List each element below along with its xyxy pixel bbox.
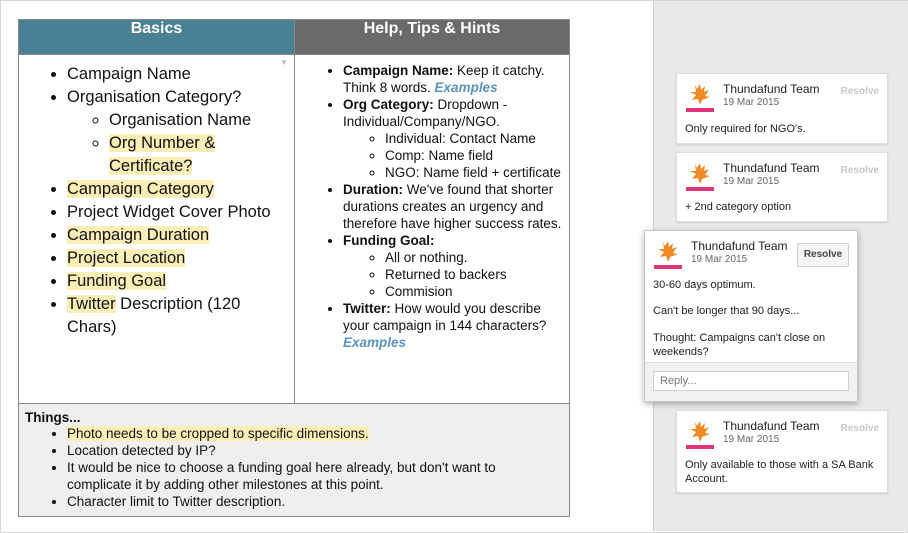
list-item [109, 132, 294, 178]
reply-area [645, 362, 857, 401]
things-title: Things... [25, 410, 81, 425]
comment-card-active[interactable] [644, 230, 858, 402]
comment-body: Can't be longer that 90 days... [653, 305, 800, 317]
comment-author: Thundafund Team [723, 161, 820, 175]
list-item [67, 224, 294, 247]
comment-body: Only available to those with a SA Bank Account. [685, 459, 874, 485]
list-item: ◦ NGO: Name field + certificate [385, 164, 563, 181]
list-item: ◦ Returned to backers [385, 266, 563, 283]
highlighted-text[interactable]: Funding Goal [67, 272, 167, 290]
list-item [67, 425, 555, 442]
basics-cell[interactable] [19, 55, 295, 404]
comment-date: 19 Mar 2015 [723, 97, 780, 108]
thundafund-avatar-icon [686, 162, 714, 192]
campaign-table [18, 19, 570, 517]
comment-date: 19 Mar 2015 [691, 254, 748, 265]
highlighted-text[interactable]: Campaign Category [67, 180, 214, 198]
comment-body: Thought: Campaigns can't close on weekends? [653, 332, 826, 358]
basics-list [19, 63, 294, 339]
help-header: Help, Tips & Hints [295, 20, 570, 55]
comment-body: + 2nd category option [685, 201, 792, 213]
list-item: • Campaign Name [67, 63, 294, 86]
highlighted-text[interactable]: Certificate? [109, 157, 193, 175]
document-area [1, 1, 653, 531]
list-item [67, 247, 294, 270]
list-item [67, 178, 294, 201]
comment-date: 19 Mar 2015 [723, 434, 780, 445]
cell-dropdown-icon[interactable]: ▼ [280, 58, 288, 67]
list-item: • Campaign Name: Keep it catchy. Think 8 words. Examples [343, 62, 563, 96]
list-item: • Project Widget Cover Photo [67, 201, 294, 224]
highlighted-text[interactable]: Project Location [67, 249, 186, 267]
comment-date: 19 Mar 2015 [723, 176, 780, 187]
highlighted-text[interactable]: Org Number & [109, 134, 216, 152]
help-list [295, 62, 569, 351]
list-item: ◦ Commision [385, 283, 563, 300]
list-item: • Org Category: Dropdown - Individual/Company/NGO. ◦ Individual: Contact Name ◦ Comp: Name field ◦ NGO: Name field + certificate [343, 96, 563, 181]
list-item: • Location detected by IP? [67, 442, 555, 459]
list-item: • Twitter Description (120 Chars) [67, 293, 294, 339]
thundafund-avatar-icon [654, 240, 682, 270]
comment-card[interactable] [676, 152, 888, 222]
comment-author: Thundafund Team [723, 82, 820, 96]
comment-body: 30-60 days optimum. [653, 279, 756, 291]
resolve-button[interactable]: Resolve [840, 86, 879, 97]
things-cell[interactable] [19, 404, 570, 517]
resolve-button[interactable]: Resolve [797, 243, 849, 267]
list-item: • Organisation Category? ◦ Organisation Name ◦ Org Number & Certificate? [67, 86, 294, 178]
list-item: • Character limit to Twitter description. [67, 493, 555, 510]
list-item: • Twitter: How would you describe your campaign in 144 characters? Examples [343, 300, 563, 351]
highlighted-text[interactable]: Photo needs to be cropped to specific dimensions. [67, 426, 369, 441]
comment-author: Thundafund Team [691, 239, 788, 253]
comment-body: Only required for NGO's. [685, 123, 806, 135]
list-item: ◦ Individual: Contact Name [385, 130, 563, 147]
list-item: ◦ All or nothing. [385, 249, 563, 266]
list-item: ◦ Comp: Name field [385, 147, 563, 164]
comment-author: Thundafund Team [723, 419, 820, 433]
highlighted-text[interactable]: Twitter [67, 295, 116, 313]
resolve-button[interactable]: Resolve [840, 423, 879, 434]
basics-header: Basics [19, 20, 295, 55]
thundafund-avatar-icon [686, 420, 714, 450]
list-item: ◦ Organisation Name [109, 109, 294, 132]
thundafund-avatar-icon [686, 83, 714, 113]
list-item [67, 270, 294, 293]
highlighted-text[interactable]: Campaign Duration [67, 226, 210, 244]
resolve-button[interactable]: Resolve [840, 165, 879, 176]
things-list [19, 425, 569, 510]
reply-input[interactable] [653, 371, 849, 391]
comment-card[interactable] [676, 73, 888, 144]
list-item: • It would be nice to choose a funding goal here already, but don't want to complicate it by adding other milestones at this point. [67, 459, 555, 493]
list-item: • Funding Goal: ◦ All or nothing. ◦ Returned to backers ◦ Commision [343, 232, 563, 300]
help-cell[interactable] [295, 55, 570, 404]
comment-card[interactable] [676, 410, 888, 493]
examples-link[interactable]: Examples [434, 80, 498, 95]
examples-link[interactable]: Examples [343, 335, 407, 350]
list-item: • Duration: We've found that shorter durations creates an urgency and therefore have higher success rates. [343, 181, 563, 232]
